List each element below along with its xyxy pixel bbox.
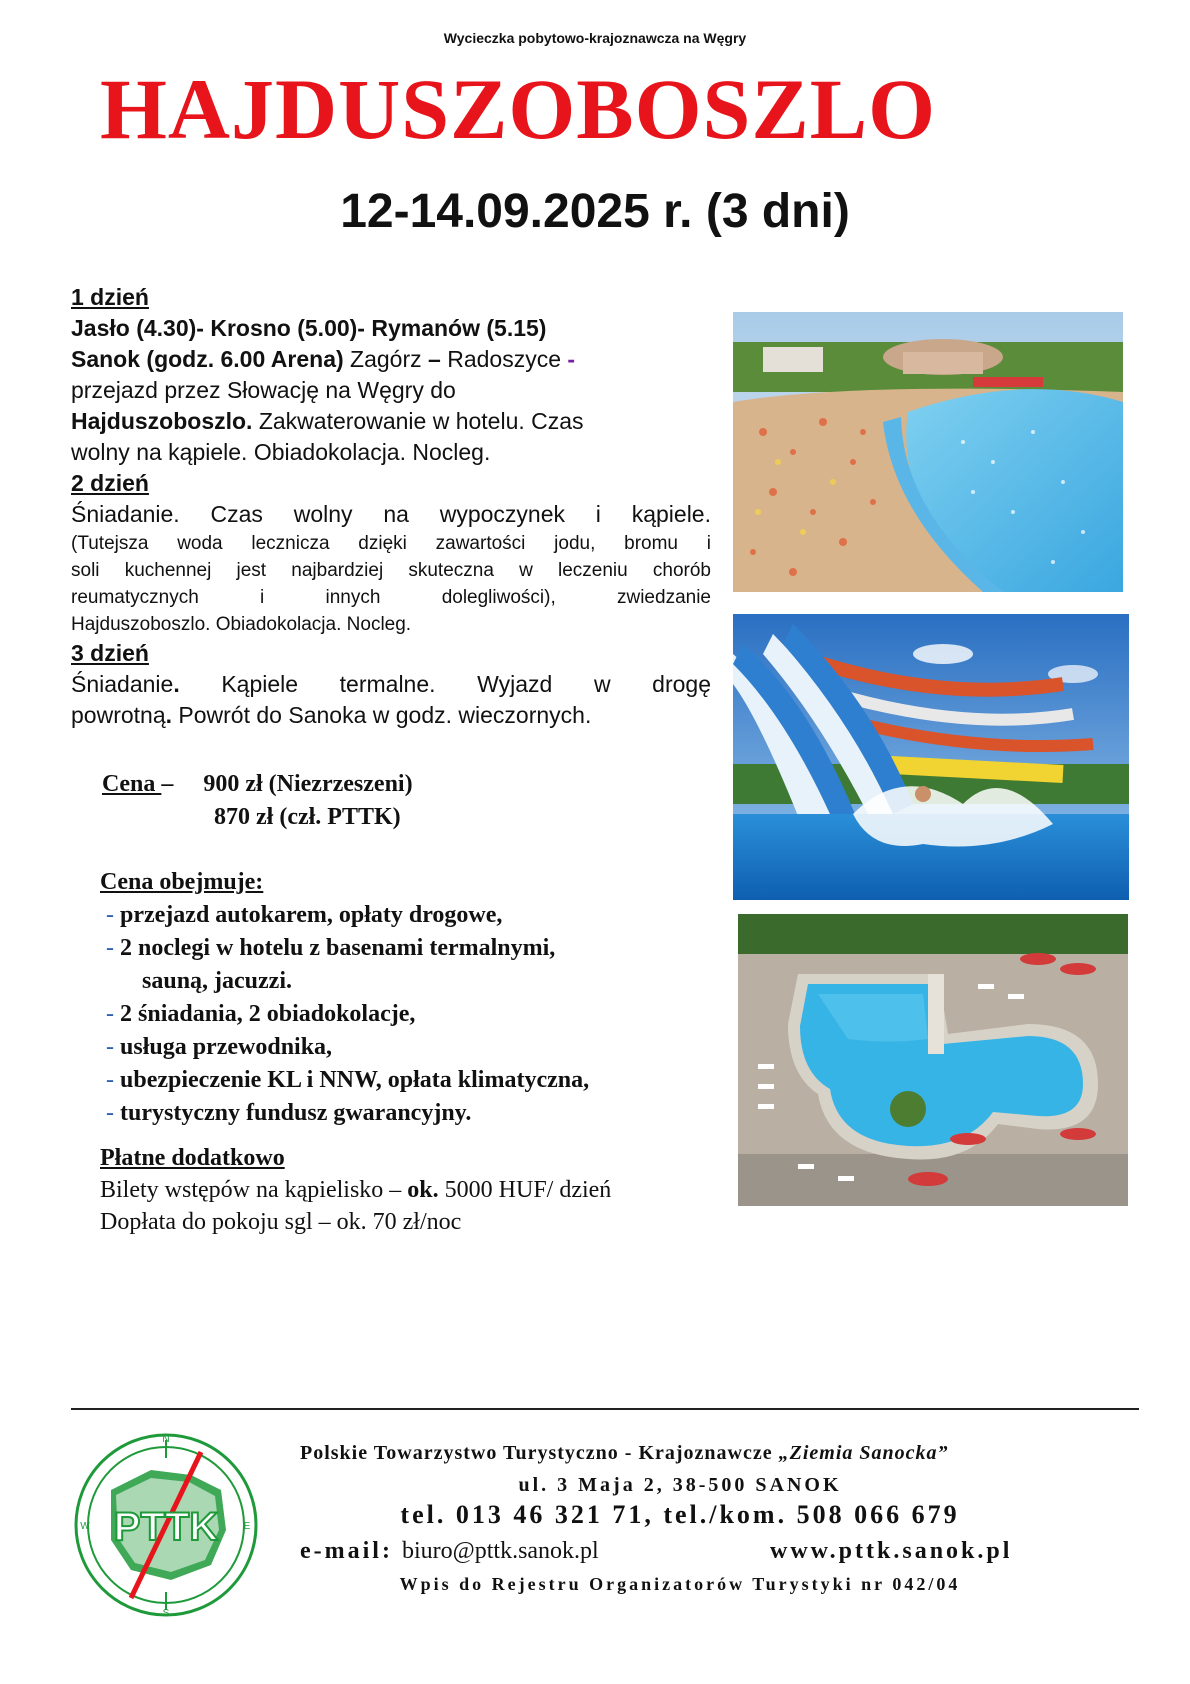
extra-line1 bbox=[100, 1174, 611, 1206]
day3-line1 bbox=[71, 669, 711, 700]
price-row1 bbox=[102, 768, 413, 801]
day1-line5: wolny na kąpiele. Obiadokolacja. Nocleg. bbox=[71, 439, 491, 465]
list-item-text: 2 noclegi w hotelu z basenami termalnymi, bbox=[120, 935, 556, 961]
registry-number: Wpis do Rejestru Organizatorów Turystyki nr 042/04 bbox=[399, 1574, 961, 1594]
includes-heading: Cena obejmuje: bbox=[100, 869, 264, 895]
day1-heading: 1 dzień bbox=[71, 284, 149, 310]
footer-divider bbox=[71, 1408, 1139, 1410]
day1-departure: Sanok (godz. 6.00 Arena) bbox=[71, 346, 344, 372]
price-section bbox=[102, 768, 413, 834]
day1-line4 bbox=[71, 406, 711, 437]
trip-dates: 12-14.09.2025 r. (3 dni) bbox=[340, 185, 850, 238]
bullet-dash: - bbox=[106, 1001, 114, 1027]
list-item-text: usługa przewodnika, bbox=[120, 1034, 333, 1060]
day3-heading: 3 dzień bbox=[71, 640, 149, 666]
price-includes bbox=[100, 866, 589, 1130]
list-item-continued: sauną, jacuzzi. bbox=[142, 968, 292, 994]
day1-destination: Hajduszoboszlo. bbox=[71, 408, 253, 434]
day1-dash: – bbox=[428, 346, 441, 372]
list-item bbox=[100, 998, 589, 1031]
pool-complex-photo bbox=[738, 914, 1128, 1206]
compass-n-label: N bbox=[162, 1434, 170, 1445]
list-item bbox=[100, 899, 589, 932]
email-link[interactable]: biuro@pttk.sanok.pl bbox=[401, 1538, 599, 1564]
website-link[interactable]: www.pttk.sanok.pl bbox=[770, 1538, 1013, 1564]
list-item-text: ubezpieczenie KL i NNW, opłata klimatyczna, bbox=[120, 1067, 590, 1093]
organization-name-main: Polskie Towarzystwo Turystyczno - Krajoznawcze bbox=[300, 1442, 779, 1464]
list-item-text: turystyczny fundusz gwarancyjny. bbox=[120, 1100, 472, 1126]
organization-address: ul. 3 Maja 2, 38-500 SANOK bbox=[518, 1474, 842, 1496]
document-title: HAJDUSZOBOSZLO bbox=[100, 61, 936, 157]
organization-phone: tel. 013 46 321 71, tel./kom. 508 066 679 bbox=[400, 1500, 960, 1529]
day2-note4: Hajduszoboszlo. Obiadokolacja. Nocleg. bbox=[71, 614, 412, 635]
day3-line2 bbox=[71, 700, 711, 731]
bullet-dash: - bbox=[106, 1067, 114, 1093]
day1-accommodation: Zakwaterowanie w hotelu. Czas bbox=[252, 408, 584, 434]
bullet-dash: - bbox=[106, 902, 114, 928]
extra-ticket-price: 5000 HUF/ dzień bbox=[438, 1177, 612, 1203]
list-item bbox=[100, 1097, 589, 1130]
extra-tickets: Bilety wstępów na kąpielisko – bbox=[100, 1177, 408, 1203]
day3-return: powrotną bbox=[71, 702, 166, 728]
list-item-text: przejazd autokarem, opłaty drogowe, bbox=[120, 902, 503, 928]
list-item bbox=[100, 1064, 589, 1097]
logo-text: PTTK bbox=[113, 1505, 219, 1549]
thermal-beach-photo bbox=[733, 312, 1123, 592]
extra-approx: ok. bbox=[407, 1177, 439, 1203]
day1-radoszyce: Radoszyce bbox=[440, 346, 568, 372]
day2-note2: soli kuchennej jest najbardziej skuteczna w leczeniu chorób bbox=[71, 560, 711, 581]
document-subtitle: Wycieczka pobytowo-krajoznawcza na Węgry bbox=[443, 30, 747, 46]
compass-w-label: W bbox=[80, 1521, 90, 1532]
extra-costs bbox=[100, 1142, 611, 1238]
day1-zagorz: Zagórz bbox=[343, 346, 429, 372]
email-label: e-mail: bbox=[300, 1538, 393, 1564]
bullet-dash: - bbox=[106, 1100, 114, 1126]
extra-heading: Płatne dodatkowo bbox=[100, 1145, 285, 1171]
day2-line1: Śniadanie. Czas wolny na wypoczynek i kąpiele. bbox=[71, 501, 711, 527]
organization-branch: „Ziemia Sanocka” bbox=[778, 1442, 949, 1464]
day2-note1: (Tutejsza woda lecznicza dzięki zawartości jodu, bromu i bbox=[71, 533, 711, 554]
day3-baths: Kąpiele termalne. Wyjazd w drogę bbox=[179, 671, 711, 697]
day3-breakfast: Śniadanie bbox=[71, 671, 174, 697]
day1-line3: przejazd przez Słowację na Węgry do bbox=[71, 377, 456, 403]
day1-purple-dash: - bbox=[567, 346, 576, 372]
list-item bbox=[100, 1031, 589, 1064]
pttk-logo bbox=[71, 1430, 261, 1620]
price-dash: – bbox=[161, 771, 174, 797]
contact-line bbox=[300, 1538, 1060, 1565]
price-label: Cena bbox=[102, 771, 162, 797]
day2-note3: reumatycznych i innych dolegliwości), zwiedzanie bbox=[71, 587, 711, 608]
day3-dot2: . bbox=[165, 702, 173, 728]
organization-name bbox=[300, 1442, 1060, 1465]
day1-line2 bbox=[71, 344, 711, 375]
price-row2 bbox=[102, 801, 413, 834]
list-item-text: 2 śniadania, 2 obiadokolacje, bbox=[120, 1001, 416, 1027]
price-member: 870 zł (czł. PTTK) bbox=[214, 804, 401, 830]
bullet-dash: - bbox=[106, 935, 114, 961]
extra-line2: Dopłata do pokoju sgl – ok. 70 zł/noc bbox=[100, 1209, 462, 1235]
list-item bbox=[100, 932, 589, 965]
water-slides-photo bbox=[733, 614, 1129, 900]
trip-program bbox=[71, 282, 711, 731]
bullet-dash: - bbox=[106, 1034, 114, 1060]
day3-dot1: . bbox=[173, 671, 180, 697]
day3-arrival: Powrót do Sanoka w godz. wieczornych. bbox=[172, 702, 592, 728]
compass-s-label: S bbox=[162, 1608, 170, 1619]
day2-heading: 2 dzień bbox=[71, 470, 149, 496]
compass-e-label: E bbox=[243, 1521, 251, 1532]
price-standard: 900 zł (Niezrzeszeni) bbox=[203, 771, 413, 797]
day1-line1: Jasło (4.30)- Krosno (5.00)- Rymanów (5.15) bbox=[71, 315, 547, 341]
